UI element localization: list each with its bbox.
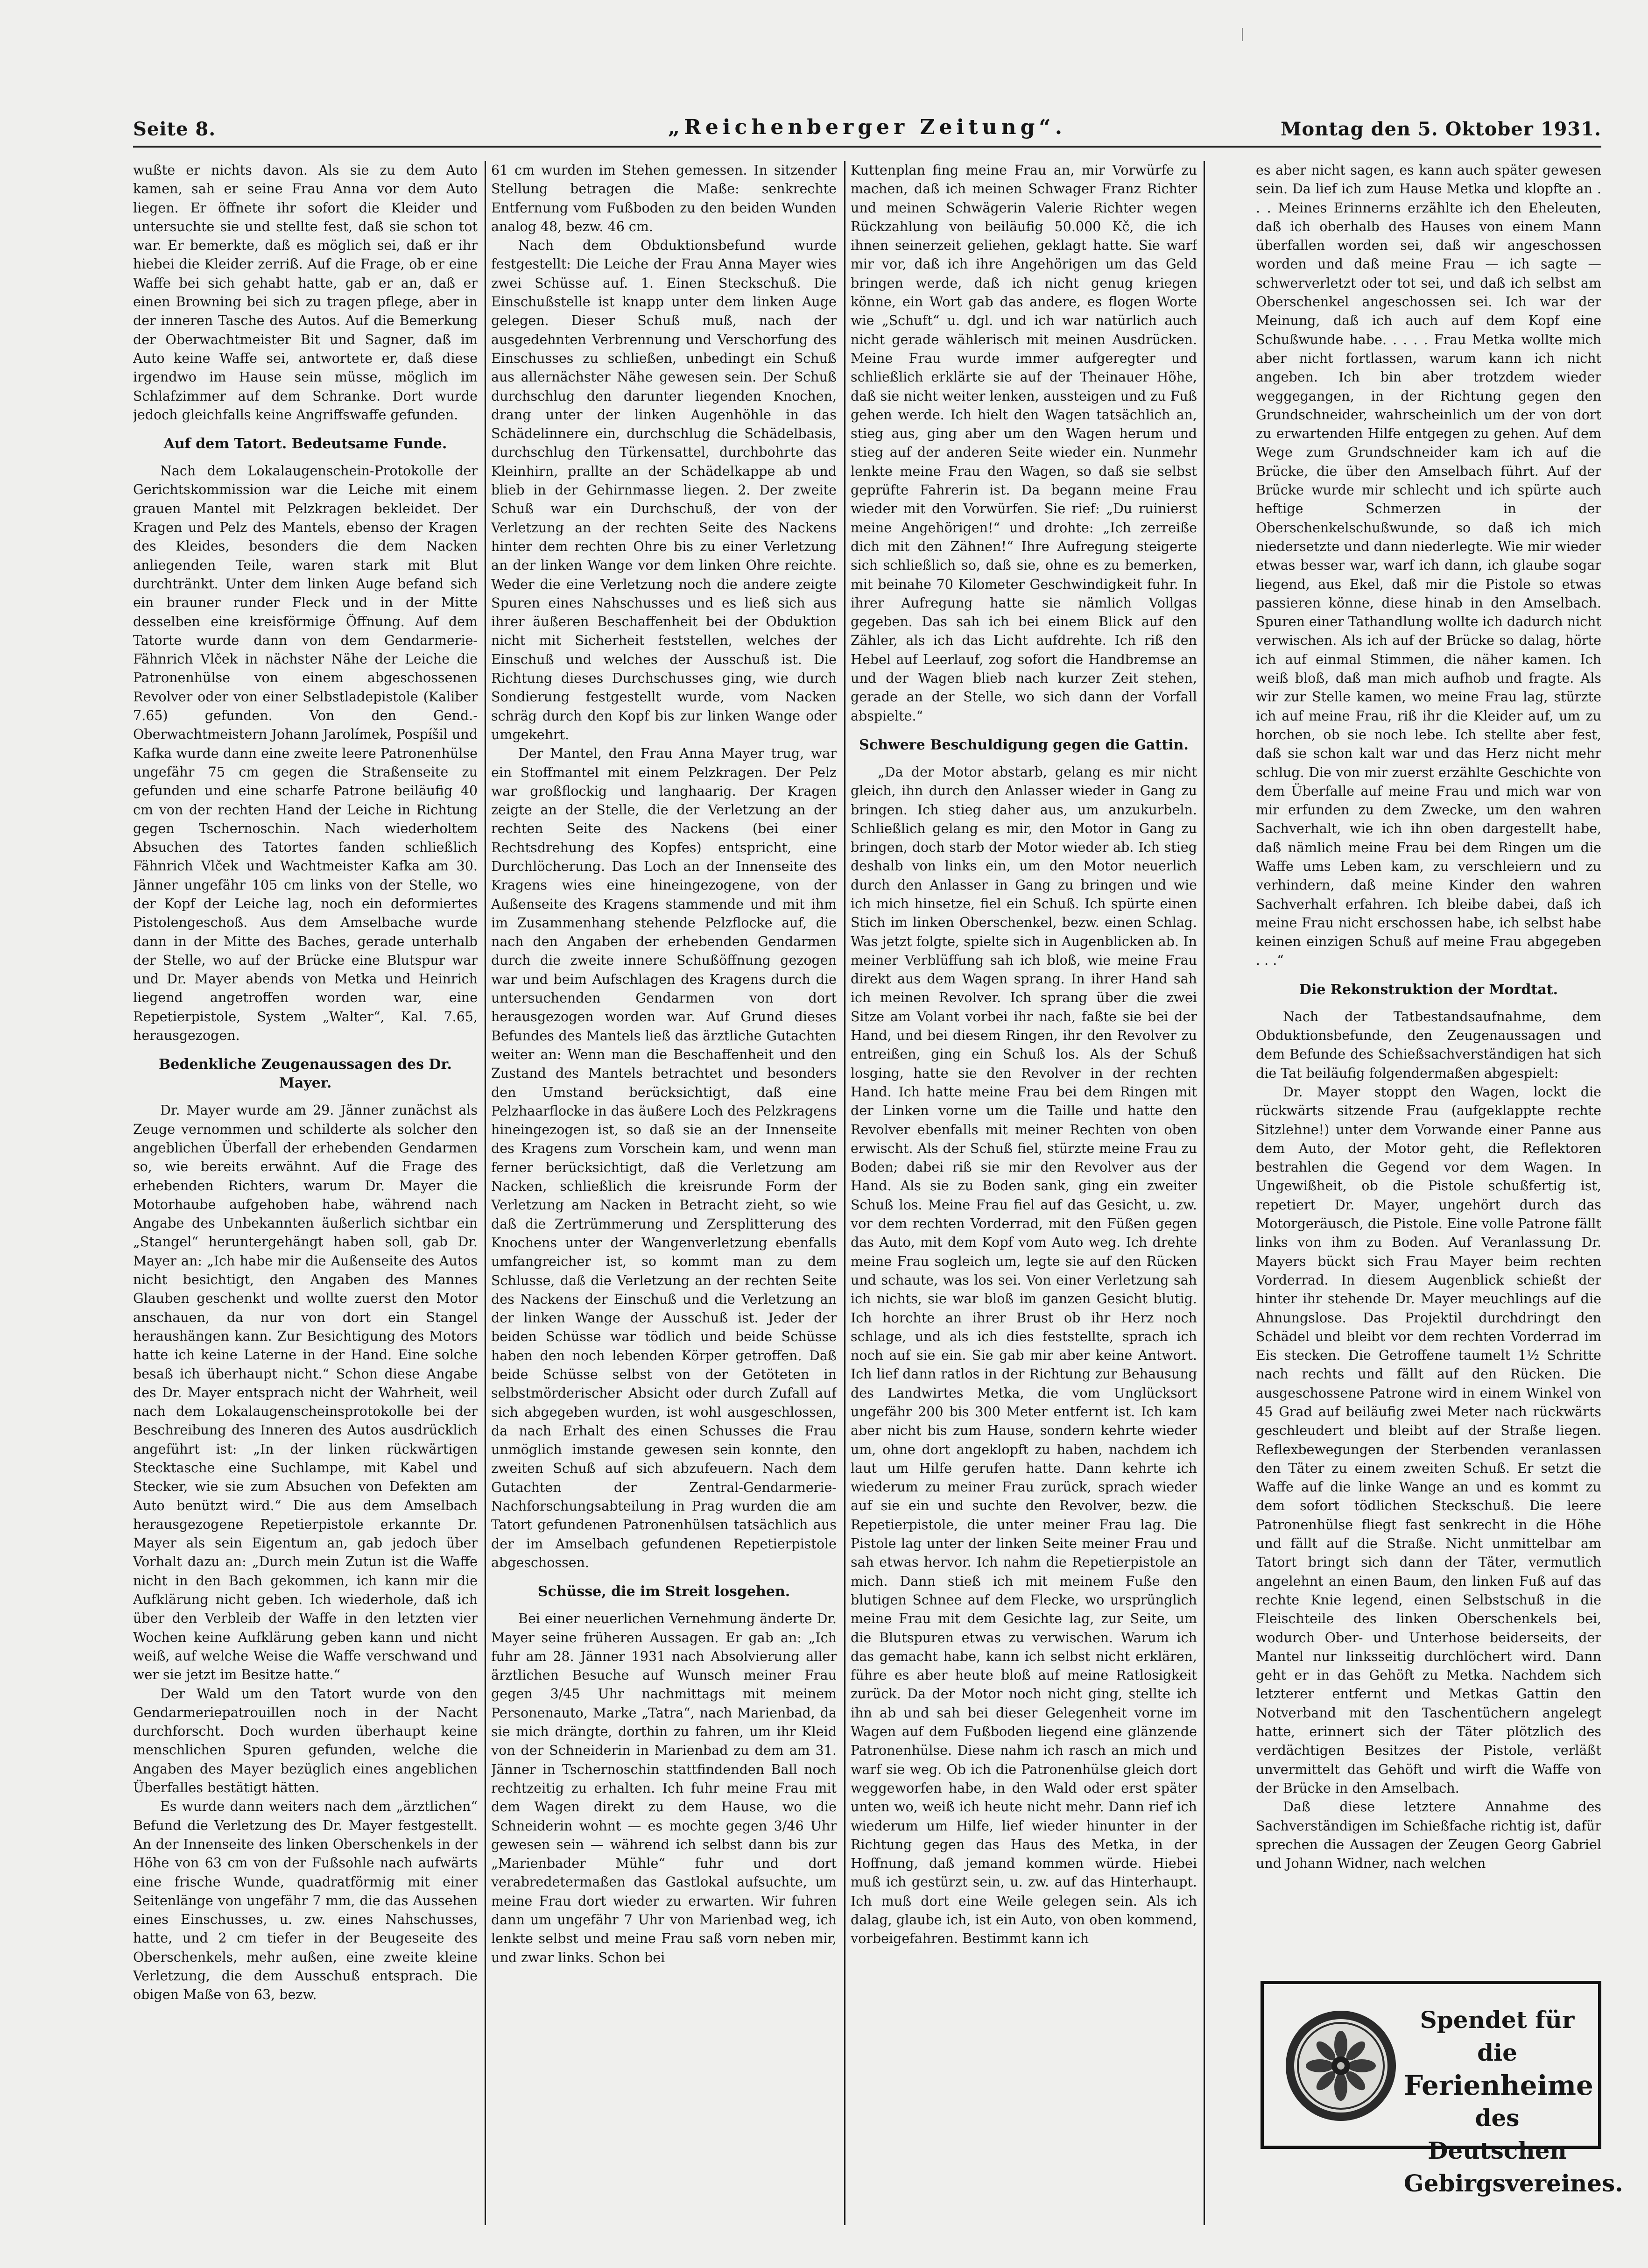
- ad-line: Spendet für die: [1420, 2006, 1575, 2066]
- section-heading: Schüsse, die im Streit losgehen.: [537, 1583, 790, 1600]
- column-2: [491, 161, 837, 2227]
- advertisement-box: [1261, 1981, 1623, 2197]
- issue-date: Montag den 5. Oktober 1931.: [1281, 118, 1601, 140]
- paragraph: Nach dem Lokalaugenschein-Protokolle der Gerichtskommission war die Leiche mit einem grauen Mantel mit Pelzkragen bekleidet. Der Kragen und Pelz des Mantels, ebenso der Kragen des Kleides, besonders die dem Nacken anliegenden Teile, waren stark mit Blut durchtränkt. Unter dem linken Auge befand sich ein brauner runder Fleck und in der Mitte desselben eine kreisförmige Öffnung. Auf dem Tatorte wurde dann von dem Gendarmerie-Fähnrich Vlček in nächster Nähe der Leiche die Patronenhülse von einem abgeschossenen Revolver oder von einer Selbstladepistole (Kaliber 7.65) gefunden. Von den Gend.-Oberwachtmeistern Johann Jarolímek, Pospíšil und Kafka wurde dann eine zweite leere Patronenhülse ungefähr 75 cm gegen die Straßenseite zu gefunden und eine scharfe Patrone beiläufig 40 cm von der rechten Hand der Leiche in Richtung gegen Tschernoschin. Nach wiederholtem Absuchen des Tatortes fanden schließlich Fähnrich Vlček und Wachtmeister Kafka am 30. Jänner ungefähr 105 cm links von der Stelle, wo der Kopf der Leiche lag, noch ein deformiertes Pistolengeschoß. Aus dem Amselbache wurde dann in der Mitte des Baches, gerade unterhalb der Stelle, wo auf der Brücke eine Blutspur war und Dr. Mayer abends von Metka und Heinrich liegend angetroffen worden war, eine Repetierpistole, System „Walter“, Kal. 7.65, herausgezogen.: [133, 463, 478, 1044]
- section-heading: Die Rekonstruktion der Mordtat.: [1299, 981, 1558, 998]
- page-number: Seite 8.: [133, 118, 216, 140]
- paragraph: Daß diese letztere Annahme des Sachverständigen im Schießfache richtig ist, dafür sprechen die Aussagen der Zeugen Georg Gabriel und Johann Widner, nach welchen: [1256, 1799, 1601, 1872]
- paragraph: „Da der Motor abstarb, gelang es mir nicht gleich, ihn durch den Anlasser wieder in Gang zu bringen. Ich stieg daher aus, um anzukurbeln. Schließlich gelang es mir, den Motor in Gang zu bringen, doch starb der Motor wieder ab. Ich stieg deshalb von links ein, um den Motor neuerlich durch den Anlasser in Gang zu bringen und wie ich mich hinsetze, fiel ein Schuß. Ich spürte einen Stich im linken Oberschenkel, bezw. einen Schlag. Was jetzt folgte, spielte sich in Augenblicken ab. In meiner Verblüffung sah ich bloß, wie meine Frau direkt aus dem Wagen sprang. In ihrer Hand sah ich meinen Revolver. Ich sprang über die zwei Sitze am Volant vorbei ihr nach, faßte sie bei der Hand, und bei diesem Ringen, ihr den Revolver zu entreißen, ging ein Schuß los. Als der Schuß losging, hatte sie den Revolver in der rechten Hand. Ich hatte meine Frau bei dem Ringen mit der Linken vorne um die Taille und hatte den Revolver ebenfalls mit meiner Rechten von oben erwischt. Als der Schuß fiel, stürzte meine Frau zu Boden; dabei riß sie mir den Revolver aus der Hand. Als sie zu Boden sank, ging ein zweiter Schuß los. Meine Frau fiel auf das Gesicht, u. zw. vor dem rechten Vorderrad, mit den Füßen gegen das Auto, mit dem Kopf vom Auto weg. Ich drehte meine Frau sogleich um, legte sie auf den Rücken und schaute, was los sei. Von einer Verletzung sah ich nichts, sie war bloß im ganzen Gesicht blutig. Ich horchte an ihrer Brust ob ihr Herz noch schlage, und als ich dies feststellte, sprach ich noch auf sie ein. Sie gab mir aber keine Antwort. Ich lief dann ratlos in der Richtung zur Behausung des Landwirtes Metka, die vom Unglücksort ungefähr 200 bis 300 Meter entfernt ist. Ich kam aber nicht bis zum Hause, sondern kehrte wieder um, ohne dort angeklopft zu haben, nachdem ich laut um Hilfe gerufen hatte. Dann kehrte ich wiederum zu meiner Frau zurück, sprach wieder auf sie ein und suchte den Revolver, bezw. die Repetierpistole, die unter meiner Frau lag. Die Pistole lag unter der linken Seite meiner Frau und sah etwas hervor. Ich nahm die Repetierpistole an mich. Dann stieß ich mit meinem Fuße den blutigen Schnee auf dem Flecke, wo ursprünglich meine Frau mit dem Gesichte lag, zur Seite, um die Blutspuren etwas zu verwischen. Warum ich das gemacht habe, kann ich selbst nicht erklären, führe es aber heute bloß auf meine Ratlosigkeit zurück. Da der Motor noch nicht ging, stellte ich ihn ab und sah bei dieser Gelegenheit vorne im Wagen auf dem Fußboden liegend eine glänzende Patronenhülse. Diese nahm ich rasch an mich und warf sie weg. Ob ich die Patronenhülse gleich dort weggeworfen habe, in den Wald oder erst später unten wo, weiß ich heute nicht mehr. Dann rief ich wiederum um Hilfe, lief wieder hinunter in der Richtung gegen das Haus des Metka, in der Hoffnung, daß jemand kommen würde. Hiebei muß ich gestürzt sein, u. zw. auf das Hinterhaupt. Ich muß dort eine Weile gelegen sein. Als ich dalag, glaube ich, ist ein Auto, von oben kommend, vorbeigefahren. Bestimmt kann ich: [851, 764, 1197, 1947]
- paragraph: Nach dem Obduktionsbefund wurde festgestellt: Die Leiche der Frau Anna Mayer wies zwei Schüsse auf. 1. Einen Steckschuß. Die Einschußstelle ist knapp unter dem linken Auge gelegen. Dieser Schuß muß, nach der ausgedehnten Verbrennung und Verschorfung des Einschusses zu schließen, unbedingt ein Schuß aus allernächster Nähe gewesen sein. Der Schuß durchschlug den darunter liegenden Knochen, drang unter der linken Augenhöhle in das Schädelinnere ein, durchschlug die Schädelbasis, durchschlug den Türkensattel, durchbohrte das Kleinhirn, prallte an der Schädelkappe ab und blieb in der Gehirnmasse liegen. 2. Der zweite Schuß war ein Durchschuß, der von der Verletzung an der rechten Seite des Nackens hinter dem rechten Ohre bis zu einer Verletzung an der linken Wange vor dem linken Ohre reichte. Weder die eine Verletzung noch die andere zeigte Spuren eines Nahschusses und es ließ sich aus ihrer äußeren Beschaffenheit bei der Obduktion nicht mit Sicherheit feststellen, welches der Einschuß und welches der Ausschuß ist. Die Richtung dieses Durchschusses ging, wie durch Sondierung festgestellt wurde, vom Nacken schräg durch den Kopf bis zur linken Wange oder umgekehrt.: [491, 238, 837, 742]
- section-heading: Auf dem Tatort. Bedeutsame Funde.: [163, 436, 447, 452]
- paragraph: 61 cm wurden im Stehen gemessen. In sitzender Stellung betragen die Maße: senkrechte Entfernung vom Fußboden zu den beiden Wunden analog 48, bezw. 46 cm.: [491, 163, 837, 234]
- paragraph: Kuttenplan fing meine Frau an, mir Vorwürfe zu machen, daß ich meinen Schwager Franz Richter und meinen Schwägerin Valerie Richter wegen Rückzahlung von beiläufig 50.000 Kč, die ich ihnen seinerzeit geliehen, geklagt hatte. Sie warf mir vor, daß ich ihre Angehörigen um das Geld bringen werde, daß ich nicht genug kriegen könne, ein Wort gab das andere, es flogen Worte wie „Schuft“ u. dgl. und ich war natürlich auch nicht gerade wählerisch mit meinen Ausdrücken. Meine Frau wurde immer aufgeregter und schließlich erklärte sie auf der Theinauer Höhe, daß sie nicht weiter lenken, aussteigen und zu Fuß gehen werde. Ich hielt den Wagen tatsächlich an, stieg aus, ging aber um den Wagen herum und stieg auf der anderen Seite wieder ein. Nunmehr lenkte meine Frau den Wagen, so daß sie selbst geprüfte Fahrerin ist. Da begann meine Frau wieder mit den Vorwürfen. Sie rief: „Du ruinierst meine Angehörigen!“ und drohte: „Ich zerreiße dich mit den Zähnen!“ Ihre Aufregung steigerte sich schließlich so, daß sie, ohne es zu bemerken, mit beinahe 70 Kilometer Geschwindigkeit fuhr. In ihrer Aufregung hatte sie nämlich Vollgas gegeben. Das sah ich bei einem Blick auf den Zähler, als ich das Licht aufdrehte. Ich riß den Hebel auf Leerlauf, zog sofort die Handbremse an und der Wagen blieb nach kurzer Zeit stehen, gerade an der Stelle, wo sich dann der Vorfall abspielte.“: [851, 163, 1197, 724]
- advertisement-text: [1404, 2004, 1623, 2200]
- paragraph: es aber nicht sagen, es kann auch später gewesen sein. Da lief ich zum Hause Metka und klopfte an . . . Meines Erinnerns erzählte ich den Eheleuten, daß ich oberhalb des Hauses von einem Mann überfallen worden sei, daß wir angeschossen worden und daß meine Frau — ich sagte — schwerverletzt oder tot sei, und daß ich selbst am Oberschenkel angeschossen sei. Ich war der Meinung, daß ich auch auf dem Kopf eine Schußwunde habe. . . . . Frau Metka wollte mich aber nicht fortlassen, warum kann ich nicht angeben. Ich bin aber trotzdem wieder weggegangen, in der Richtung gegen den Grundschneider, wahrscheinlich um der von dort zu erwartenden Hilfe entgegen zu gehen. Auf dem Wege zum Grundschneider kam ich auf die Brücke, die über den Amselbach führt. Auf der Brücke wurde mir schlecht und ich spürte auch heftige Schmerzen in der Oberschenkelschußwunde, so daß ich mich niedersetzte und dann niederlegte. Wie mir wieder etwas besser war, warf ich dann, ich glaube sogar liegend, aus Ekel, daß mir die Pistole so etwas passieren könne, diese hinab in den Amselbach. Spuren einer Tathandlung wollte ich dadurch nicht verwischen. Als ich auf der Brücke so dalag, hörte ich auf einmal Stimmen, die näher kamen. Ich weiß bloß, daß man mich aufhob und fragte. Als wir zur Stelle kamen, wo meine Frau lag, stürzte ich auf meine Frau, riß ihr die Kleider auf, um zu horchen, ob sie noch lebe. Ich stellte aber fest, daß sie schon kalt war und das Herz nicht mehr schlug. Die von mir zuerst erzählte Geschichte von dem Überfalle auf meine Frau und mich war von mir erfunden zu dem Zwecke, um den wahren Sachverhalt, wie ich ihn oben dargestellt habe, daß nämlich meine Frau bei dem Ringen um die Waffe ums Leben kam, zu verschleiern und zu verhindern, daß meine Kinder den wahren Sachverhalt erfahren. Ich bleibe dabei, daß ich meine Frau nicht erschossen habe, ich selbst habe keinen einzigen Schuß auf meine Frau abgegeben . . .“: [1256, 163, 1601, 968]
- column-rule: [1204, 161, 1205, 2225]
- paragraph: Bei einer neuerlichen Vernehmung änderte Dr. Mayer seine früheren Aussagen. Er gab an: „Ich fuhr am 28. Jänner 1931 nach Absolvierung aller ärztlichen Besuche auf Wunsch meiner Frau gegen 3/45 Uhr nachmittags mit meinem Personenauto, Marke „Tatra“, nach Marienbad, da sie mich drängte, dorthin zu fahren, um ihr Kleid von der Schneiderin in Marienbad zu dem am 31. Jänner in Tschernoschin stattfindenden Ball noch rechtzeitig zu erhalten. Ich fuhr meine Frau mit dem Wagen direkt zu dem Hause, wo die Schneiderin wohnt — es mochte gegen 3/46 Uhr gewesen sein — während ich selbst dann bis zur „Marienbader Mühle“ fuhr und dort verabredetermaßen das Gastlokal aufsuchte, um meine Frau dort wieder zu erwarten. Wir fuhren dann um ungefähr 7 Uhr von Marienbad weg, ich lenkte selbst und meine Frau saß vorn neben mir, und zwar links. Schon bei: [491, 1611, 837, 1965]
- header-rule: [133, 146, 1601, 148]
- paragraph: Dr. Mayer wurde am 29. Jänner zunächst als Zeuge vernommen und schilderte als solcher den angeblichen Überfall der erhebenden Gendarmen so, wie bereits erwähnt. Auf die Frage des erhebenden Richters, warum Dr. Mayer die Motorhaube aufgehoben habe, während nach Angabe des Unbekannten äußerlich sichtbar ein „Stangel“ heruntergehängt haben soll, gab Dr. Mayer an: „Ich habe mir die Außenseite des Autos nicht besichtigt, den Angaben des Mannes Glauben geschenkt und wollte zuerst den Motor anschauen, da nur von dort ein Stangel heraushängen kann. Zur Besichtigung des Motors hatte ich keine Laterne in der Hand. Eine solche besaß ich überhaupt nicht.“ Schon diese Angabe des Dr. Mayer entsprach nicht der Wahrheit, weil nach dem Lokalaugenscheinsprotokolle bei der Beschreibung des Inneren des Autos ausdrücklich angeführt ist: „In der linken rückwärtigen Stecktasche eine Suchlampe, mit Kabel und Stecker, wie sie zum Absuchen von Defekten am Auto benützt wird.“ Die aus dem Amselbach herausgezogene Repetierpistole erkannte Dr. Mayer als sein Eigentum an, gab jedoch über Vorhalt dazu an: „Durch mein Zutun ist die Waffe nicht in den Bach gekommen, ich kann mir die Aufklärung nicht geben. Ich wiederhole, daß ich über den Verbleib der Waffe in den letzten vier Wochen keine Aufklärung geben kann und nicht weiß, auf welche Weise die Waffe verschwand und wer sie jetzt im Besitze hatte.“: [133, 1102, 478, 1683]
- page-header: [133, 110, 1601, 142]
- paragraph: Es wurde dann weiters nach dem „ärztlichen“ Befund die Verletzung des Dr. Mayer festgestellt. An der Innenseite des linken Oberschenkels in der Höhe von 63 cm von der Fußsohle nach aufwärts eine frische Wunde, quadratförmig mit einer Seitenlänge von ungefähr 7 mm, die das Aussehen eines Einschusses, u. zw. eines Nahschusses, hatte, und 2 cm tiefer in der Beugeseite des Oberschenkels, mehr außen, eine zweite kleine Verletzung, die dem Ausschuß entsprach. Die obigen Maße von 63, bezw.: [133, 1799, 478, 2003]
- paragraph: Der Wald um den Tatort wurde von den Gendarmeriepatrouillen noch in der Nacht durchforscht. Doch wurden überhaupt keine menschlichen Spuren gefunden, welche die Angaben des Mayer bezüglich eines angeblichen Überfalles bestätigt hätten.: [133, 1686, 478, 1796]
- paragraph: Nach der Tatbestandsaufnahme, dem Obduktionsbefunde, den Zeugenaussagen und dem Befunde des Schießsachverständigen hat sich die Tat beiläufig folgendermaßen abgespielt:: [1256, 1009, 1601, 1081]
- column-rule: [844, 161, 845, 2225]
- edge-mark: [1242, 28, 1243, 41]
- ad-line: Gebirgsvereines.: [1404, 2169, 1623, 2197]
- section-heading: Bedenkliche Zeugenaussagen des Dr. Mayer.: [159, 1056, 452, 1092]
- paragraph: wußte er nichts davon. Als sie zu dem Auto kamen, sah er seine Frau Anna vor dem Auto liegen. Er öffnete ihr sofort die Kleider und untersuchte sie und stellte fest, daß sie schon tot war. Er bemerkte, daß es möglich sei, daß er ihr hiebei die Kleider zerriß. Auf die Frage, ob er eine Waffe bei sich gehabt hatte, gab er an, daß er einen Browning bei sich zu tragen pflege, aber in der inneren Tasche des Autos. Auf die Bemerkung der Oberwachtmeister Bit und Sagner, daß im Auto keine Waffe sei, antwortete er, daß diese irgendwo im Hause sein müsse, möglich im Schlafzimmer auf dem Schranke. Dort wurde jedoch gleichfalls keine Angriffswaffe gefunden.: [133, 163, 478, 423]
- newspaper-title: „Reichenberger Zeitung“.: [668, 115, 1067, 139]
- ad-line: des Deutschen: [1428, 2104, 1567, 2164]
- edelweiss-emblem-icon: [1282, 2007, 1399, 2124]
- section-heading: Schwere Beschuldigung gegen die Gattin.: [859, 736, 1189, 753]
- column-4: [1256, 161, 1601, 1973]
- paragraph: Dr. Mayer stoppt den Wagen, lockt die rückwärts sitzende Frau (aufgeklappte rechte Sitzlehne!) unter dem Vorwande einer Panne aus dem Auto, der Motor geht, die Reflektoren bestrahlen die Gegend vor dem Wagen. In Ungewißheit, ob die Pistole schußfertig ist, repetiert Dr. Mayer, ungehört durch das Motorgeräusch, die Pistole. Eine volle Patrone fällt links von ihm zu Boden. Auf Veranlassung Dr. Mayers bückt sich Frau Mayer beim rechten Vorderrad. In diesem Augenblick schießt der hinter ihr stehende Dr. Mayer meuchlings auf die Ahnungslose. Das Projektil durchdringt den Schädel und bleibt vor dem rechten Vorderrad im Eis stecken. Die Getroffene taumelt 1½ Schritte nach rechts und fällt auf den Rücken. Die ausgeschossene Patrone wird in einem Winkel von 45 Grad auf beiläufig zwei Meter nach rückwärts geschleudert und bleibt auf der Straße liegen. Reflexbewegungen der Sterbenden veranlassen den Täter zu einem zweiten Schuß. Er setzt die Waffe auf die linke Wange an und es kommt zu dem sofort tödlichen Steckschuß. Die leere Patronenhülse fliegt fast senkrecht in die Höhe und fällt auf die Straße. Nicht unmittelbar am Tatort bringt sich dann der Täter, vermutlich angelehnt an einen Baum, den linken Fuß auf das rechte Knie legend, einen Selbstschuß in die Fleischteile des linken Oberschenkels bei, wodurch Ober- und Unterhose beiderseits, der Mantel nur linksseitig durchlöchert wird. Dann geht er in das Gehöft zu Metka. Nachdem sich letzterer entfernt und Metkas Gattin den Notverband mit den Taschentüchern angelegt hatte, erinnert sich der Täter plötzlich des verdächtigen Besitzes der Pistole, verläßt unvermittelt das Gehöft und wirft die Waffe von der Brücke in den Amselbach.: [1256, 1084, 1601, 1796]
- column-3: [851, 161, 1197, 2227]
- column-1: [133, 161, 478, 2227]
- column-rule: [485, 161, 486, 2225]
- paragraph: Der Mantel, den Frau Anna Mayer trug, war ein Stoffmantel mit einem Pelzkragen. Der Pelz war großflockig und langhaarig. Der Kragen zeigte an der Stelle, die der Verletzung an der rechten Seite des Nackens (bei einer Rechtsdrehung des Kopfes) entspricht, eine Durchlöcherung. Das Loch an der Innenseite des Kragens wies eine hineingezogene, von der Außenseite des Kragens stammende und mit ihm im Zusammenhang stehende Pelzflocke auf, die nach den Angaben der erhebenden Gendarmen durch die zweite innere Schußöffnung gezogen war und beim Aufschlagen des Kragens durch die untersuchenden Gendarmen von dort herausgezogen worden war. Auf Grund dieses Befundes des Mantels ließ das ärztliche Gutachten weiter an: Wenn man die Beschaffenheit und den Zustand des Mantels betrachtet und besonders den Umstand berücksichtigt, daß eine Pelzhaarflocke in das äußere Loch des Pelzkragens hineingezogen ist, so daß sie an der Innenseite des Kragens zum Vorschein kam, und wenn man ferner berücksichtigt, daß die Verletzung am Nacken, schließlich die kreisrunde Form der Verletzung am Nacken in Betracht zieht, so wie daß die Zertrümmerung und Zersplitterung des Knochens unter der Wangenverletzung ebenfalls umfangreicher ist, so kommt man zu dem Schlusse, daß die Verletzung an der rechten Seite des Nackens der Einschuß und die Verletzung an der linken Wange der Ausschuß ist. Jeder der beiden Schüsse war tödlich und beide Schüsse haben den noch lebenden Körper getroffen. Daß beide Schüsse selbst von der Getöteten in selbstmörderischer Absicht oder durch Zufall auf sich abgegeben wurden, ist wohl ausgeschlossen, da nach Erhalt des einen Schusses die Frau unmöglich imstande gewesen sein konnte, den zweiten Schuß auf sich abzufeuern. Nach dem Gutachten der Zentral-Gendarmerie-Nachforschungsabteilung in Prag wurden die am Tatort gefundenen Patronenhülsen tatsächlich aus der im Amselbach gefundenen Repetierpistole abgeschossen.: [491, 746, 837, 1570]
- ad-line: Ferienheime: [1404, 2070, 1593, 2101]
